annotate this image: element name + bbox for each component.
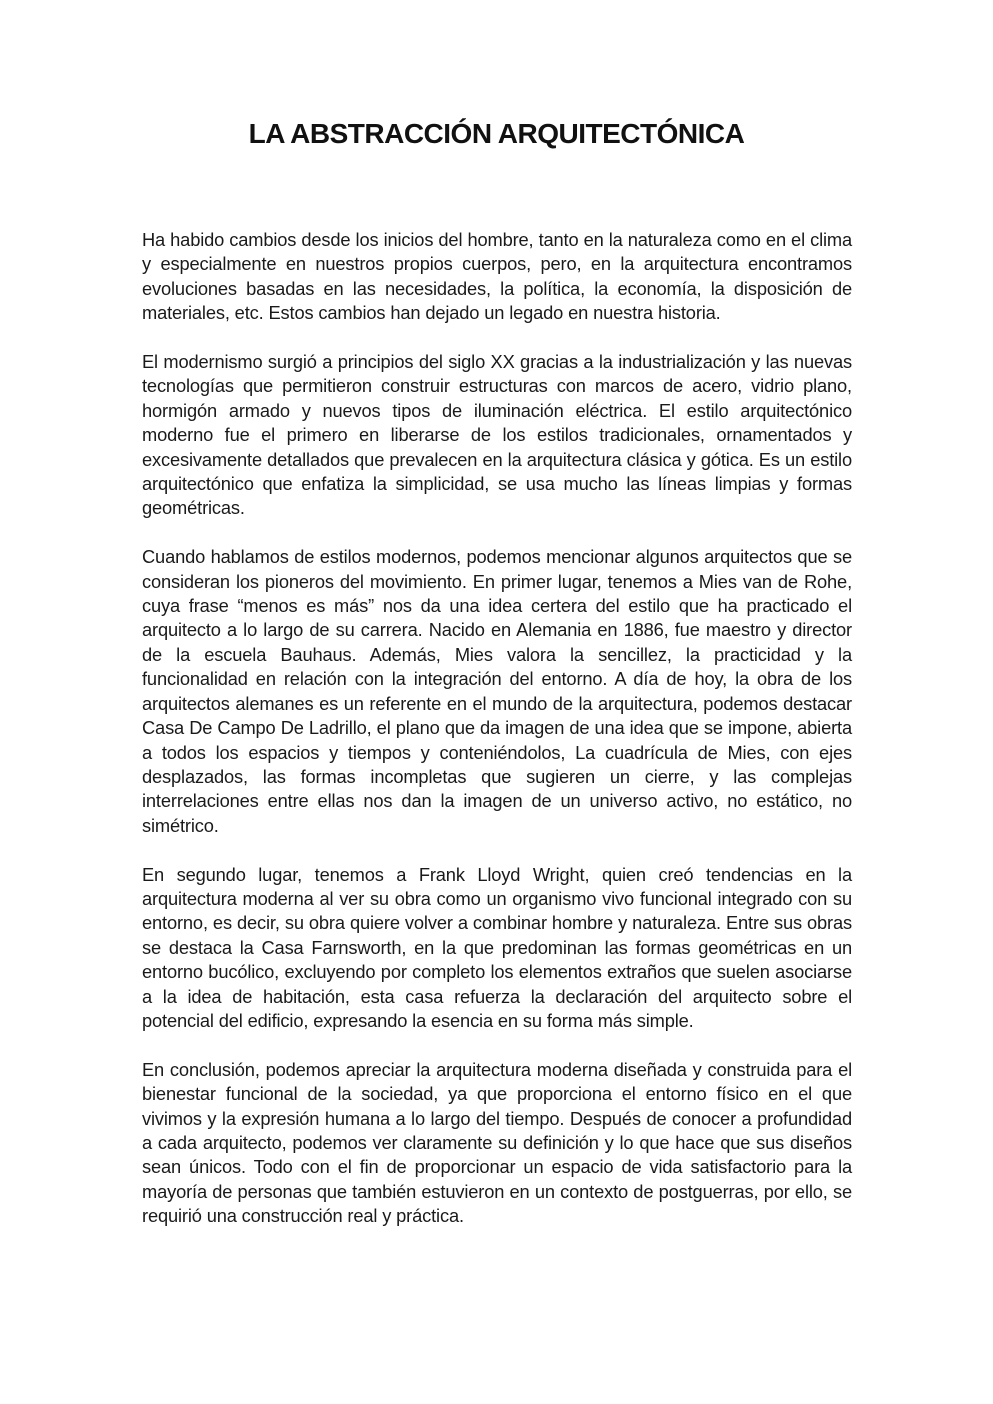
paragraph-intro: Ha habido cambios desde los inicios del hombre, tanto en la naturaleza como en el clima y especialmente en nuestros propios cuerpos, pero, en la arquitectura encontramos evoluciones basadas en las necesidades, la política, la economía, la disposición de materiales, etc. Estos cambios han dejado un legado en nuestra historia. — [142, 229, 852, 324]
document-body — [142, 228, 852, 1253]
paragraph-mies-van-de-rohe: Cuando hablamos de estilos modernos, podemos mencionar algunos arquitectos que se consideran los pioneros del movimiento. En primer lugar, tenemos a Mies van de Rohe, cuya frase “menos es más” nos da una idea certera del estilo que ha practicado el arquitecto a lo largo de su carrera. Nacido en Alemania en 1886, fue maestro y director de la escuela Bauhaus. Además, Mies valora la sencillez, la practicidad y la funcionalidad en relación con la integración del entorno. A día de hoy, la obra de los arquitectos alemanes es un referente en el mundo de la arquitectura, podemos destacar Casa De Campo De Ladrillo, el plano que da imagen de una idea que se impone, abierta a todos los espacios y tiempos y conteniéndolos, La cuadrícula de Mies, con ejes desplazados, las formas incompletas que sugieren un cierre, y las complejas interrelaciones entre ellas nos dan la imagen de un universo activo, no estático, no simétrico. — [142, 546, 852, 836]
paragraph-frank-lloyd-wright: En segundo lugar, tenemos a Frank Lloyd Wright, quien creó tendencias en la arquitectura moderna al ver su obra como un organismo vivo funcional integrado con su entorno, es decir, su obra quiere volver a combinar hombre y naturaleza. Entre sus obras se destaca la Casa Farnsworth, en la que predominan las formas geométricas en un entorno bucólico, excluyendo por completo los elementos extraños que suelen asociarse a la idea de habitación, esta casa refuerza la declaración del arquitecto sobre el potencial del edificio, expresando la esencia en su forma más simple. — [142, 863, 852, 1031]
paragraph-modernism: El modernismo surgió a principios del siglo XX gracias a la industrialización y las nuevas tecnologías que permitieron construir estructuras con marcos de acero, vidrio plano, hormigón armado y nuevos tipos de iluminación eléctrica. El estilo arquitectónico moderno fue el primero en liberarse de los estilos tradicionales, ornamentados y excesivamente detallados que prevalecen en la arquitectura clásica y gótica. Es un estilo arquitectónico que enfatiza la simplicidad, se usa mucho las líneas limpias y formas geométricas. — [142, 351, 852, 519]
document-title: LA ABSTRACCIÓN ARQUITECTÓNICA — [248, 118, 745, 149]
paragraph-conclusion: En conclusión, podemos apreciar la arquitectura moderna diseñada y construida para el bienestar funcional de la sociedad, ya que proporciona el entorno físico en el que vivimos y la expresión humana a lo largo del tiempo. Después de conocer a profundidad a cada arquitecto, podemos ver claramente su definición y lo que hace que sus diseños sean únicos. Todo con el fin de proporcionar un espacio de vida satisfactorio para la mayoría de personas que también estuvieron en un contexto de postguerras, por ello, se requirió una construcción real y práctica. — [142, 1058, 852, 1227]
